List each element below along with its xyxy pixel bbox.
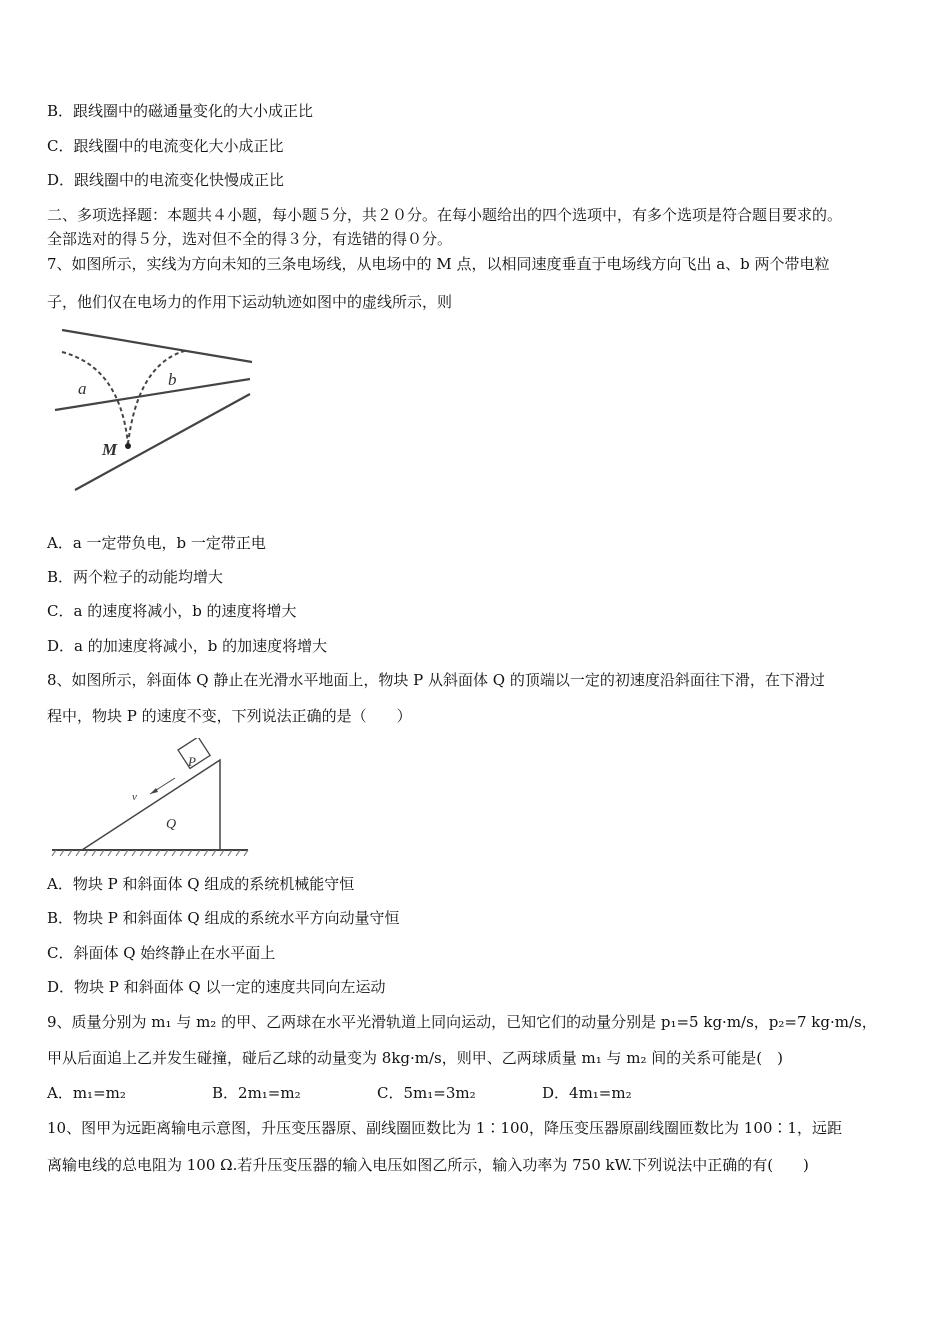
q7-option-c: C．a 的速度将减小，b 的速度将增大 bbox=[47, 602, 297, 620]
q6-option-c: C．跟线圈中的电流变化大小成正比 bbox=[47, 137, 284, 155]
q9-option-d: D．4m₁=m₂ bbox=[542, 1084, 632, 1102]
label-a: a bbox=[78, 379, 87, 398]
q9-option-b: B．2m₁=m₂ bbox=[212, 1084, 301, 1102]
q8-incline-figure bbox=[50, 738, 255, 863]
q9-stem-line1: 9、质量分别为 m₁ 与 m₂ 的甲、乙两球在水平光滑轨道上同向运动，已知它们的动量分别是 p₁=5 kg·m/s，p₂=7 kg·m/s， bbox=[47, 1013, 877, 1031]
label-q: Q bbox=[166, 817, 177, 832]
section2-heading-line2: 全部选对的得５分，选对但不全的得３分，有选错的得０分。 bbox=[47, 230, 453, 248]
q6-option-d: D．跟线圈中的电流变化快慢成正比 bbox=[47, 171, 285, 189]
section2-heading-line1: 二、多项选择题：本题共４小题，每小题５分，共２０分。在每小题给出的四个选项中，有多个选项是符合题目要求的。 bbox=[47, 206, 843, 224]
q8-stem-line1: 8、如图所示，斜面体 Q 静止在光滑水平地面上，物块 P 从斜面体 Q 的顶端以一定的初速度沿斜面往下滑，在下滑过 bbox=[47, 671, 825, 689]
q7-option-d: D．a 的加速度将减小，b 的加速度将增大 bbox=[47, 637, 328, 655]
q8-option-d: D．物块 P 和斜面体 Q 以一定的速度共同向左运动 bbox=[47, 978, 386, 996]
q10-stem-line2: 离输电线的总电阻为 100 Ω.若升压变压器的输入电压如图乙所示，输入功率为 750 kW.下列说法中正确的有( ) bbox=[47, 1156, 809, 1174]
q7-option-b: B．两个粒子的动能均增大 bbox=[47, 568, 224, 586]
q8-option-b: B．物块 P 和斜面体 Q 组成的系统水平方向动量守恒 bbox=[47, 909, 400, 927]
q7-field-lines-figure bbox=[50, 322, 260, 497]
label-m: M bbox=[102, 440, 118, 459]
label-b: b bbox=[168, 370, 177, 389]
q7-stem-line2: 子，他们仅在电场力的作用下运动轨迹如图中的虚线所示，则 bbox=[47, 293, 453, 311]
q9-option-c: C．5m₁=3m₂ bbox=[377, 1084, 476, 1102]
q10-stem-line1: 10、图甲为远距离输电示意图，升压变压器原、副线圈匝数比为 1∶100，降压变压器原副线圈匝数比为 100∶1，远距 bbox=[47, 1119, 842, 1137]
label-v: v bbox=[132, 791, 137, 803]
velocity-arrowhead bbox=[150, 788, 158, 794]
q7-option-a: A．a 一定带负电，b 一定带正电 bbox=[47, 534, 266, 552]
label-p: P bbox=[188, 754, 196, 769]
point-m bbox=[125, 443, 131, 449]
q9-stem-line2: 甲从后面追上乙并发生碰撞，碰后乙球的动量变为 8kg·m/s，则甲、乙两球质量 m₁ 与 m₂ 间的关系可能是( ) bbox=[47, 1049, 784, 1067]
q8-stem-line2: 程中，物块 P 的速度不变，下列说法正确的是（ ） bbox=[47, 707, 412, 725]
q9-option-a: A．m₁=m₂ bbox=[47, 1084, 126, 1102]
incline-q bbox=[82, 760, 220, 850]
q6-option-b: B．跟线圈中的磁通量变化的大小成正比 bbox=[47, 102, 314, 120]
q8-option-c: C．斜面体 Q 始终静止在水平面上 bbox=[47, 944, 276, 962]
q8-option-a: A．物块 P 和斜面体 Q 组成的系统机械能守恒 bbox=[47, 875, 355, 893]
trajectory-a bbox=[62, 352, 128, 444]
q7-stem-line1: 7、如图所示，实线为方向未知的三条电场线，从电场中的 M 点，以相同速度垂直于电场线方向飞出 a、b 两个带电粒 bbox=[47, 255, 830, 273]
field-line-top bbox=[62, 330, 252, 362]
